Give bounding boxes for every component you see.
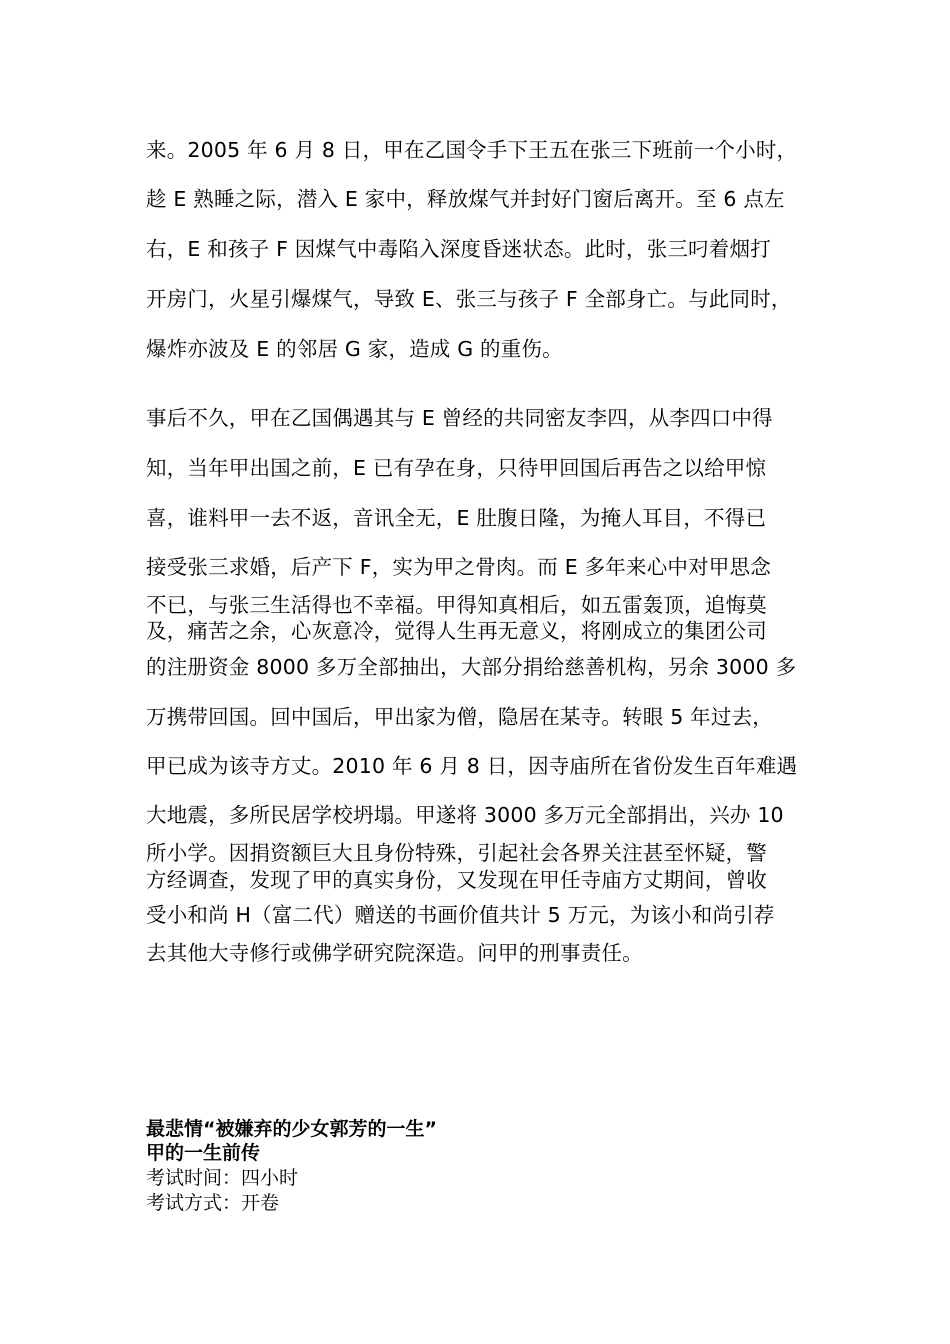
body-line: 甲已成为该寺方丈。2010 年 6 月 8 日，因寺庙所在省份发生百年难遇 (146, 754, 798, 778)
body-line: 大地震，多所民居学校坍塌。甲遂将 3000 多万元全部捐出，兴办 10 (146, 803, 784, 827)
exam-method: 考试方式：开卷 (146, 1192, 280, 1214)
body-line: 及，痛苦之余，心灰意冷，觉得人生再无意义，将刚成立的集团公司 (146, 619, 767, 643)
section-subtitle: 甲的一生前传 (146, 1142, 261, 1164)
body-line: 受小和尚 H（富二代）赠送的书画价值共计 5 万元，为该小和尚引荐 (146, 903, 775, 927)
body-line: 爆炸亦波及 E 的邻居 G 家，造成 G 的重伤。 (146, 337, 563, 361)
body-line: 万携带回国。回中国后，甲出家为僧，隐居在某寺。转眼 5 年过去， (146, 705, 773, 729)
body-line: 去其他大寺修行或佛学研究院深造。问甲的刑事责任。 (146, 941, 643, 965)
body-line: 喜，谁料甲一去不返，音讯全无，E 肚腹日隆，为掩人耳目，不得已 (146, 506, 767, 530)
body-line: 所小学。因捐资额巨大且身份特殊，引起社会各界关注甚至怀疑，警 (146, 841, 767, 865)
body-line: 的注册资金 8000 多万全部抽出，大部分捐给慈善机构，另余 3000 多 (146, 655, 797, 679)
body-line: 方经调查，发现了甲的真实身份，又发现在甲任寺庙方丈期间，曾收 (146, 868, 767, 892)
body-line: 不已，与张三生活得也不幸福。甲得知真相后，如五雷轰顶，追悔莫 (146, 593, 767, 617)
section-title: 最悲情“被嫌弃的少女郭芳的一生” (146, 1118, 437, 1140)
exam-time: 考试时间：四小时 (146, 1167, 299, 1189)
body-line: 趁 E 熟睡之际，潜入 E 家中，释放煤气并封好门窗后离开。至 6 点左 (146, 187, 785, 211)
body-line: 知，当年甲出国之前，E 已有孕在身，只待甲回国后再告之以给甲惊 (146, 456, 767, 480)
body-line: 来。2005 年 6 月 8 日，甲在乙国令手下王五在张三下班前一个小时， (146, 138, 798, 162)
body-line: 右，E 和孩子 F 因煤气中毒陷入深度昏迷状态。此时，张三叼着烟打 (146, 237, 771, 261)
body-line: 开房门，火星引爆煤气，导致 E、张三与孩子 F 全部身亡。与此同时， (146, 287, 792, 311)
body-line: 接受张三求婚，后产下 F，实为甲之骨肉。而 E 多年来心中对甲思念 (146, 555, 771, 579)
body-line: 事后不久，甲在乙国偶遇其与 E 曾经的共同密友李四，从李四口中得 (146, 406, 773, 430)
